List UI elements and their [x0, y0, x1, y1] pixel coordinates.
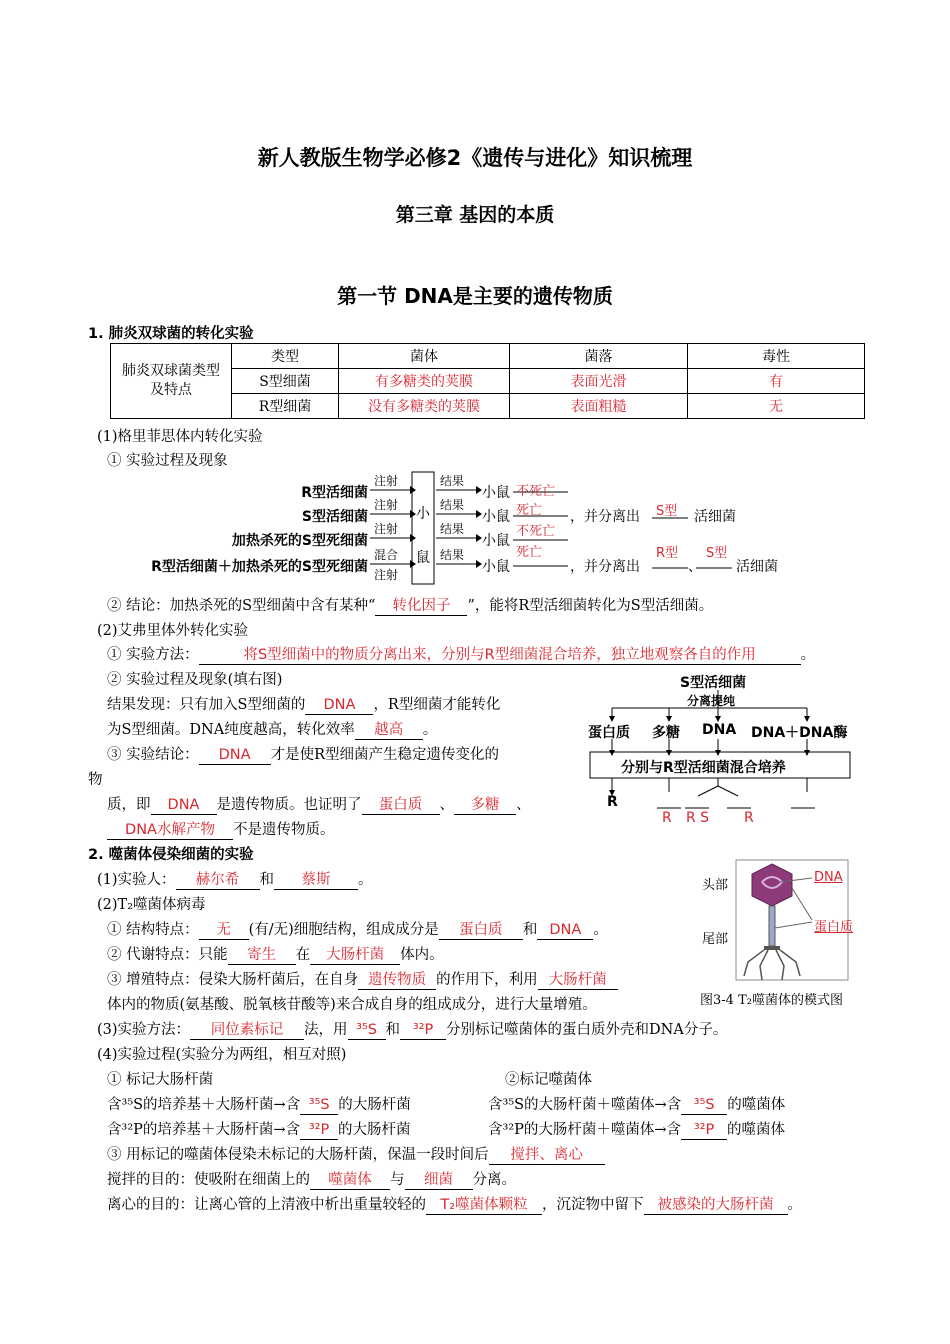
fig1-live: 活细菌 — [736, 559, 778, 575]
answer-blank: DNA — [305, 697, 373, 715]
fig1-inject: 注射 — [374, 522, 399, 536]
avery-conclusion-3 — [107, 818, 335, 840]
table-cell: 有多糖类的荚膜 — [339, 369, 510, 394]
text: 体内。 — [400, 947, 444, 963]
fig2-mix: 分别与R型活细菌混合培养 — [621, 760, 786, 776]
text: 、 — [516, 797, 531, 813]
text: 的大肠杆菌 — [338, 1122, 411, 1138]
answer-blank: 多糖 — [454, 797, 516, 815]
table-header-cell: 类型 — [232, 344, 339, 369]
fig1-answer: R型 — [656, 546, 679, 561]
ecoli-s35 — [107, 1093, 411, 1115]
fig3-head: 头部 — [702, 878, 729, 893]
answer-blank: 赫尔希 — [176, 872, 260, 890]
fig1-mouse: 小鼠 — [482, 559, 510, 575]
griffith-conclusion — [107, 594, 713, 616]
phage-process: (4)实验过程(实验分为两组，相互对照) — [97, 1047, 347, 1063]
text: 分离。 — [472, 1172, 516, 1188]
fig1-comma: 、 — [688, 559, 702, 575]
text: 与 — [390, 1172, 405, 1188]
text: 。 — [422, 722, 438, 738]
fig1-row-label: S型活细菌 — [301, 509, 368, 525]
text: ③ 实验结论： — [107, 747, 199, 763]
text: 和 — [385, 1022, 401, 1038]
stir-purpose — [107, 1168, 516, 1190]
avery-finding — [107, 693, 500, 715]
text: ③ 用标记的噬菌体侵染未标记的大肠杆菌，保温一段时间后 — [107, 1147, 489, 1163]
fig1-result: 结果 — [440, 548, 465, 562]
text: 。 — [800, 647, 816, 663]
text: 搅拌的目的：使吸附在细菌上的 — [107, 1172, 310, 1188]
answer-blank: 越高 — [355, 722, 423, 740]
table-cell: R型细菌 — [232, 394, 339, 419]
fig2-answer: R S — [686, 810, 710, 826]
answer-blank: DNA — [151, 797, 217, 815]
griffith-figure — [100, 466, 800, 588]
text: 不是遗传物质。 — [233, 822, 335, 838]
phage-replication-2: 体内的物质(氨基酸、脱氧核苷酸等)来合成自身的组成成分，进行大量增殖。 — [107, 997, 597, 1013]
heading-phage: 2. 噬菌体侵染细菌的实验 — [88, 847, 254, 863]
avery-title: (2)艾弗里体外转化实验 — [97, 623, 249, 639]
answer-blank: 蔡斯 — [274, 872, 358, 890]
table-cell: 表面粗糙 — [510, 394, 688, 419]
answer-blank: DNA水解产物 — [107, 822, 233, 840]
avery-finding-2 — [107, 718, 437, 740]
text: 质，即 — [107, 797, 151, 813]
bacteria-table — [110, 343, 865, 419]
answer-blank: ³²P — [300, 1122, 338, 1140]
answer-blank: ³⁵S — [300, 1097, 338, 1115]
text: ② 代谢特点：只能 — [107, 947, 228, 963]
text: 的大肠杆菌 — [338, 1097, 411, 1113]
text: ① 实验方法： — [107, 647, 199, 663]
phage-virus: (2)T₂噬菌体病毒 — [97, 897, 206, 913]
answer-blank: DNA — [199, 747, 271, 765]
ecoli-p32 — [107, 1118, 411, 1140]
fig1-answer: 死亡 — [516, 545, 543, 560]
fig1-row-label: 加热杀死的S型死细菌 — [231, 533, 368, 549]
text: 含³⁵S的培养基＋大肠杆菌→含 — [107, 1097, 301, 1113]
fig1-inject: 注射 — [374, 568, 399, 582]
text: 含³⁵S的大肠杆菌＋噬菌体→含 — [488, 1097, 682, 1113]
fig1-mouse: 小鼠 — [482, 509, 510, 525]
text: 结果发现：只有加入S型细菌的 — [107, 697, 306, 713]
avery-method — [107, 643, 815, 665]
text: 离心的目的：让离心管的上清液中析出重量较轻的 — [107, 1197, 426, 1213]
centrifuge-purpose — [107, 1193, 802, 1215]
fig3-caption: 图3-4 T₂噬菌体的模式图 — [700, 993, 843, 1008]
fig1-result: 结果 — [440, 474, 465, 488]
fig2-item: 多糖 — [652, 725, 680, 741]
answer-blank: 蛋白质 — [439, 922, 523, 940]
phage-structure — [107, 918, 608, 940]
text: ① 结构特点： — [107, 922, 199, 938]
fig2-answer: R — [744, 810, 754, 826]
phage-s35 — [488, 1093, 785, 1115]
fig1-answer: S型 — [656, 504, 678, 519]
text: ，沉淀物中留下 — [542, 1197, 644, 1213]
text: 含³²P的培养基＋大肠杆菌→含 — [107, 1122, 301, 1138]
avery-wu: 物 — [88, 772, 103, 788]
avery-process: ② 实验过程及现象(填右图) — [107, 672, 283, 688]
fig1-answer: 不死亡 — [516, 524, 556, 539]
answer-blank: 被感染的大肠杆菌 — [644, 1197, 788, 1215]
text: 是遗传物质。也证明了 — [216, 797, 362, 813]
infect-step — [107, 1143, 605, 1165]
text: 的噬菌体 — [727, 1097, 786, 1113]
phage-method — [97, 1018, 727, 1040]
answer-blank: T₂噬菌体颗粒 — [426, 1197, 542, 1215]
fig1-answer: 死亡 — [516, 503, 543, 518]
answer-blank: ³⁵S — [681, 1097, 727, 1115]
text: (1)实验人： — [97, 872, 176, 888]
table-cell: 有 — [688, 369, 865, 394]
table-cell: 无 — [688, 394, 865, 419]
fig1-mouse: 小鼠 — [482, 533, 510, 549]
answer-blank: 转化因子 — [375, 598, 467, 616]
text: 法，用 — [304, 1022, 348, 1038]
text: 和 — [259, 872, 275, 888]
text: 。 — [358, 872, 373, 888]
text: 含³²P的大肠杆菌＋噬菌体→含 — [488, 1122, 682, 1138]
table-row-header: 肺炎双球菌类型及特点 — [111, 344, 232, 419]
text: 才是使R型细菌产生稳定遗传变化的 — [270, 747, 500, 763]
text: 。 — [593, 922, 608, 938]
section-title: 第一节 DNA是主要的遗传物质 — [337, 284, 613, 308]
text: 和 — [522, 922, 538, 938]
fig3-tail: 尾部 — [702, 932, 729, 947]
answer-blank: 遗传物质 — [358, 972, 436, 990]
text: 、 — [439, 797, 454, 813]
answer-blank: 蛋白质 — [362, 797, 440, 815]
table-cell: S型细菌 — [232, 369, 339, 394]
fig3-dna: DNA — [814, 870, 843, 885]
fig1-inject: 注射 — [374, 498, 399, 512]
text: 。 — [787, 1197, 802, 1213]
text: 的作用下，利用 — [436, 972, 538, 988]
fig2-sub: 分离提纯 — [687, 694, 736, 708]
heading-pneumococcus: 1. 肺炎双球菌的转化实验 — [88, 326, 254, 342]
answer-blank: ³²P — [400, 1022, 446, 1040]
answer-blank: ³⁵S — [348, 1022, 386, 1040]
phage-people — [97, 868, 373, 890]
fig1-row-label: R型活细菌 — [301, 485, 368, 501]
avery-figure — [585, 668, 855, 830]
fig3-protein: 蛋白质 — [814, 920, 854, 935]
text: (有/无)细胞结构，组成成分是 — [248, 922, 439, 938]
table-cell: 没有多糖类的荚膜 — [339, 394, 510, 419]
label-phage: ②标记噬菌体 — [505, 1072, 592, 1088]
phage-p32 — [488, 1118, 785, 1140]
table-header-cell: 菌落 — [510, 344, 688, 369]
fig2-r: R — [607, 794, 618, 810]
table-cell: 表面光滑 — [510, 369, 688, 394]
chapter-title: 第三章 基因的本质 — [395, 204, 555, 226]
fig1-result: 结果 — [440, 498, 465, 512]
text: (3)实验方法： — [97, 1022, 191, 1038]
fig1-result: 结果 — [440, 522, 465, 536]
text: 为S型细菌。DNA纯度越高，转化效率 — [107, 722, 355, 738]
text: 的噬菌体 — [727, 1122, 786, 1138]
fig1-inject: 注射 — [374, 474, 399, 488]
answer-blank: 将S型细菌中的物质分离出来，分别与R型细菌混合培养，独立地观察各自的作用 — [199, 647, 801, 665]
fig2-item: DNA＋DNA酶 — [751, 725, 848, 741]
text: ② 结论：加热杀死的S型细菌中含有某种“ — [107, 598, 376, 614]
fig1-live: 活细菌 — [694, 509, 736, 525]
phage-figure — [700, 858, 870, 1008]
answer-blank: 寄生 — [228, 947, 296, 965]
fig2-item: DNA — [702, 722, 737, 738]
text: 在 — [295, 947, 311, 963]
fig1-separate: ，并分离出 — [570, 559, 640, 575]
fig2-answer: R — [662, 810, 672, 826]
griffith-title: (1)格里菲思体内转化实验 — [97, 429, 263, 445]
fig2-item: 蛋白质 — [588, 725, 630, 741]
main-title: 新人教版生物学必修2《遗传与进化》知识梳理 — [257, 146, 693, 170]
table-header-cell: 毒性 — [688, 344, 865, 369]
avery-conclusion — [107, 743, 499, 765]
answer-blank: 搅拌、离心 — [489, 1147, 605, 1165]
answer-blank: ³²P — [681, 1122, 727, 1140]
phage-metabolism — [107, 943, 444, 965]
answer-blank: 无 — [199, 922, 249, 940]
text: ，R型细菌才能转化 — [373, 697, 501, 713]
label-ecoli: ① 标记大肠杆菌 — [107, 1072, 214, 1088]
answer-blank: 同位素标记 — [190, 1022, 304, 1040]
fig1-answer: 不死亡 — [516, 484, 556, 499]
text: ③ 增殖特点：侵染大肠杆菌后，在自身 — [107, 972, 359, 988]
text: 分别标记噬菌体的蛋白质外壳和DNA分子。 — [446, 1022, 728, 1038]
phage-replication — [107, 968, 618, 990]
answer-blank: 大肠杆菌 — [538, 972, 618, 990]
fig1-mouse: 小鼠 — [482, 485, 510, 501]
answer-blank: 噬菌体 — [310, 1172, 390, 1190]
fig1-mouse-box: 小鼠 — [416, 506, 430, 566]
fig1-mix: 混合 — [374, 548, 399, 562]
table-header-cell: 菌体 — [339, 344, 510, 369]
text: ”，能将R型活细菌转化为S型活细菌。 — [467, 598, 714, 614]
fig1-separate: ，并分离出 — [570, 509, 640, 525]
answer-blank: 大肠杆菌 — [310, 947, 400, 965]
fig1-answer: S型 — [706, 546, 728, 561]
griffith-subtitle: ① 实验过程及现象 — [107, 453, 228, 469]
fig1-row-label: R型活细菌＋加热杀死的S型死细菌 — [151, 559, 368, 575]
avery-conclusion-2 — [107, 793, 531, 815]
fig2-top: S型活细菌 — [680, 675, 747, 691]
answer-blank: 细菌 — [405, 1172, 473, 1190]
answer-blank: DNA — [537, 922, 593, 940]
